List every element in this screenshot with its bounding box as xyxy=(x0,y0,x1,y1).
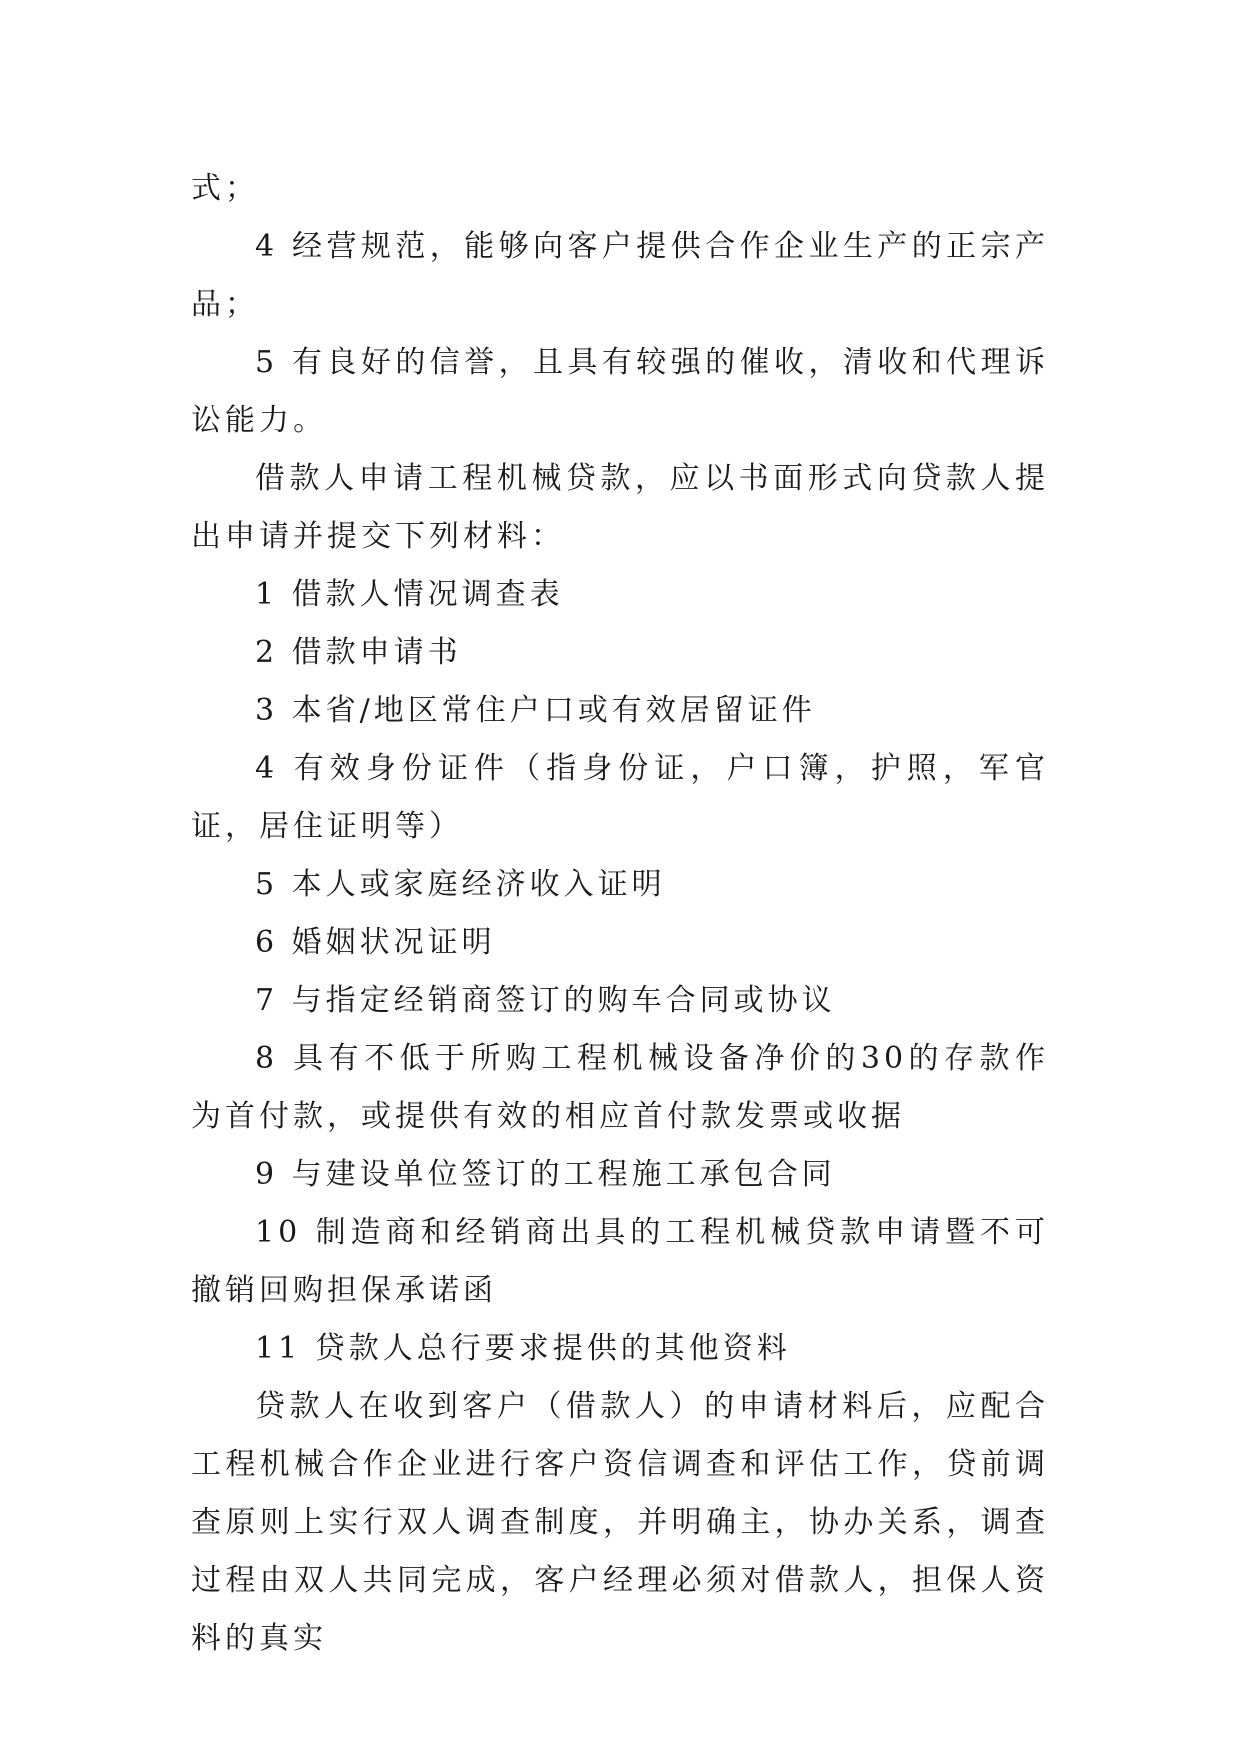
list-item: 7 与指定经销商签订的购车合同或协议 xyxy=(255,983,836,1018)
list-item: 9 与建设单位签订的工程施工承包合同 xyxy=(255,1157,836,1192)
list-item: 5 本人或家庭经济收入证明 xyxy=(255,867,666,902)
paragraph: 贷款人在收到客户（借款人）的申请材料后，应配合工程机械合作企业进行客户资信调查和评估工作，贷前调查原则上实行双人调查制度，并明确主，协办关系，调查过程由双人共同完成，客户经理必须对借款人，担保人资料的真实 xyxy=(191,1389,1049,1656)
list-item: 11 贷款人总行要求提供的其他资料 xyxy=(255,1331,791,1366)
list-item: 6 婚姻状况证明 xyxy=(255,925,496,960)
list-item: 1 借款人情况调查表 xyxy=(255,577,564,612)
paragraph: 4 经营规范，能够向客户提供合作企业生产的正宗产品； xyxy=(191,229,1049,322)
document-body xyxy=(191,160,1049,1668)
paragraph: 5 有良好的信誉，且具有较强的催收，清收和代理诉讼能力。 xyxy=(191,345,1049,438)
paragraph: 借款人申请工程机械贷款，应以书面形式向贷款人提出申请并提交下列材料： xyxy=(191,461,1049,554)
list-item: 2 借款申请书 xyxy=(255,635,462,670)
list-item: 10 制造商和经销商出具的工程机械贷款申请暨不可撤销回购担保承诺函 xyxy=(191,1215,1049,1308)
list-item: 8 具有不低于所购工程机械设备净价的30的存款作为首付款，或提供有效的相应首付款发票或收据 xyxy=(191,1041,1049,1134)
paragraph: 式； xyxy=(191,171,259,206)
list-item: 4 有效身份证件（指身份证，户口簿，护照，军官证，居住证明等） xyxy=(191,751,1049,844)
list-item: 3 本省/地区常住户口或有效居留证件 xyxy=(255,693,816,728)
